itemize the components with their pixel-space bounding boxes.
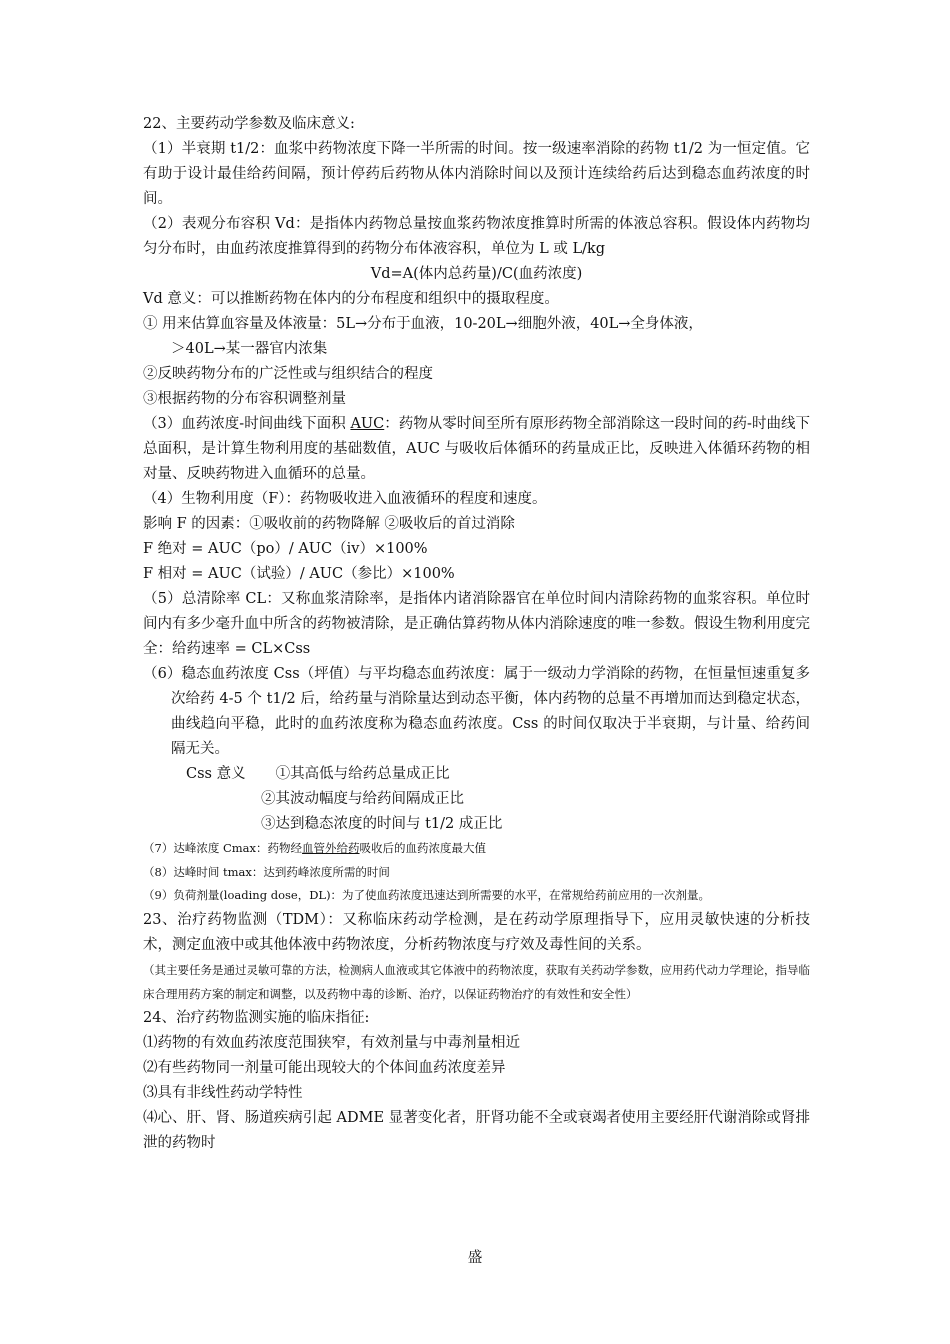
indication-2: ⑵有些药物同一剂量可能出现较大的个体间血药浓度差异 [143,1059,506,1076]
para-bioavailability: （4）生物利用度（F）：药物吸收进入血液循环的程度和速度。 [143,491,547,507]
css-point-2: ②其波动幅度与给药间隔成正比 [261,791,464,807]
page-footer: 盛 [467,1250,483,1266]
para-clearance: （5）总清除率 CL：又称血浆清除率，是指体内诸消除器官在单位时间内清除药物的血浆容积。单位时间内有多少毫升血中所含的药物被清除，是正确估算药物从体内消除速度的唯一参数。假设生物利用度完全：给药速率 = CL×Css [143,591,810,657]
auc-desc: ：药物从零时间至所有原形药物全部消除这一段时间的药-时曲线下总面积，是计算生物利用度的基础数值，AUC 与吸收后体循环的药量成正比，反映进入体循环药物的相对量、反映药物进入血循环的总量。 [143,416,810,482]
cmax-lead: （7）达峰浓度 Cmax：药物经 [143,841,303,855]
para-vd: （2）表观分布容积 Vd：是指体内药物总量按血浆药物浓度推算时所需的体液总容积。假设体内药物均匀分布时，由血药浓度推算得到的药物分布体液容积，单位为 L 或 L/kg [143,216,810,257]
cmax-route: 血管外给药 [302,841,360,855]
auc-term: AUC [350,416,385,432]
css-point-3: ③达到稳态浓度的时间与 t1/2 成正比 [261,816,503,832]
section-24-title: 24、治疗药物监测实施的临床指征: [143,1009,370,1026]
para-cmax [143,837,810,861]
para-tmax: （8）达峰时间 tmax：达到药峰浓度所需的时间 [143,864,390,879]
formula-f-relative: F 相对 = AUC（试验）/ AUC（参比）×100% [143,566,455,582]
para-steady-state: （6）稳态血药浓度 Css（坪值）与平均稳态血药浓度：属于一级动力学消除的药物，在恒量恒速重复多次给药 4-5 个 t1/2 后，给药量与消除量达到动态平衡，体内药物的总量不再增加而达到稳定状态，曲线趋向平稳，此时的血药浓度称为稳态血药浓度。Css 的时间仅取决于半衰期，与计量、给药间隔无关。 [143,666,810,757]
indication-4: ⑷心、肝、肾、肠道疾病引起 ADME 显著变化者，肝肾功能不全或衰竭者使用主要经肝代谢消除或肾排泄的药物时 [143,1109,810,1151]
para-half-life: （1）半衰期 t1/2：血浆中药物浓度下降一半所需的时间。按一级速率消除的药物 t1/2 为一恒定值。它有助于设计最佳给药间隔，预计停药后药物从体内消除时间以及预计连续给药后达到稳态血药浓度的时间。 [143,141,810,207]
indication-3: ⑶具有非线性药动学特性 [143,1084,303,1101]
css-meaning-1 [143,762,810,787]
section-23: 23、治疗药物监测（TDM）：又称临床药动学检测，是在药动学原理指导下，应用灵敏快速的分析技术，测定血液中或其他体液中药物浓度，分析药物浓度与疗效及毒性间的关系。 [143,911,810,953]
f-factors: 影响 F 的因素：①吸收前的药物降解 ②吸收后的首过消除 [143,516,515,532]
auc-lead: （3）血药浓度-时间曲线下面积 [143,416,351,432]
vd-item-1-cont: ＞40L→某一器官内浓集 [171,341,328,357]
section-22-title: 22、主要药动学参数及临床意义: [143,116,355,132]
document-body [143,112,810,1156]
para-loading-dose: （9）负荷剂量(loading dose，DL)：为了使血药浓度迅速达到所需要的水平，在常规给药前应用的一次剂量。 [143,888,711,902]
para-auc [143,412,810,487]
vd-item-3: ③根据药物的分布容积调整剂量 [143,391,346,407]
cmax-desc: 吸收后的血药浓度最大值 [359,841,487,855]
vd-item-2: ②反映药物分布的广泛性或与组织结合的程度 [143,366,433,382]
formula-vd: Vd=A(体内总药量)/C(血药浓度) [370,266,583,282]
vd-meaning: Vd 意义：可以推断药物在体内的分布程度和组织中的摄取程度。 [143,291,559,307]
section-23-note: （其主要任务是通过灵敏可靠的方法，检测病人血液或其它体液中的药物浓度，获取有关药动学参数，应用药代动力学理论，指导临床合理用药方案的制定和调整，以及药物中毒的诊断、治疗，以保证药物治疗的有效性和安全性） [143,962,810,1001]
css-label: Css 意义 [186,766,246,782]
vd-item-1: ① 用来估算血容量及体液量：5L→分布于血液，10-20L→细胞外液，40L→全身体液， [143,316,703,332]
indication-1: ⑴药物的有效血药浓度范围狭窄，有效剂量与中毒剂量相近 [143,1034,520,1051]
formula-f-absolute: F 绝对 = AUC（po）/ AUC（iv）×100% [143,541,428,557]
css-point-1: ①其高低与给药总量成正比 [275,766,450,782]
